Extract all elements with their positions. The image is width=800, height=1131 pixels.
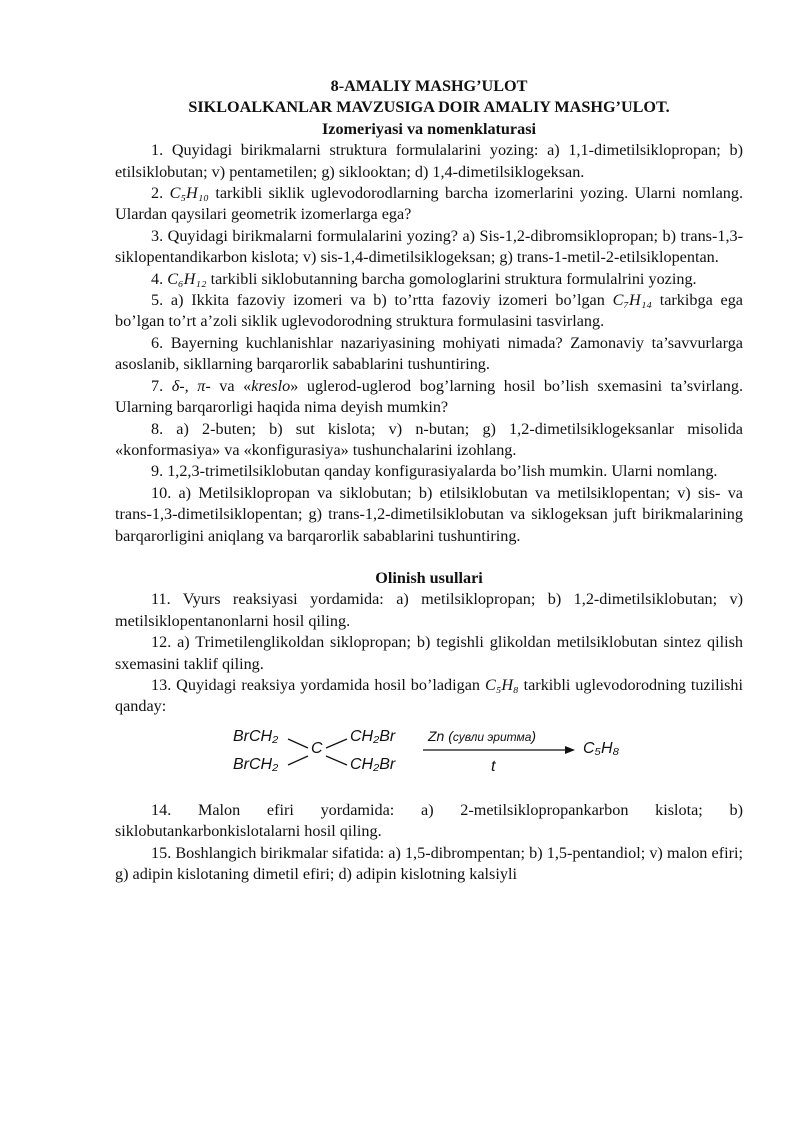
condition-label: t <box>491 757 496 775</box>
central-carbon: C <box>311 739 323 757</box>
task-5: 5. a) Ikkita fazoviy izomeri va b) to’rtta fazoviy izomeri bo’lgan C₇H₁₄ tarkibga ega bo’lgan to’rt a’zoli siklik uglevodorodning struktura formulasini tasvirlang. <box>115 291 743 331</box>
formula-c7h14: C₇H₁₄ <box>612 291 652 310</box>
document-page <box>115 76 743 885</box>
group-right-bottom: CH₂Br <box>350 755 396 773</box>
group-left-top: BrCH₂ <box>233 727 279 745</box>
task-13: 13. Quyidagi reaksiya yordamida hosil bo’ladigan C₅H₈ tarkibli uglevodorodning tuzilishi qanday: <box>115 675 743 716</box>
task-6: 6. Bayerning kuchlanishlar nazariyasining mohiyati nimada? Zamonaviy ta’savvurlarga asoslanib, sikllarning barqarorlik sabablarini tushuntiring. <box>115 333 743 374</box>
section-heading-synthesis: Olinish usullari <box>375 568 483 587</box>
product-formula: C₅H₈ <box>583 739 620 757</box>
task-10: 10. a) Metilsiklopropan va siklobutan; b) etilsiklobutan va metilsiklopentan; v) sis- va trans-1,3-dimetilsiklopentan; g) trans-1,2-dimetilsiklobutan va siklogeksan juft birikmalarining barqarorligini aniqlang va barqarorlik sabablarini tushuntiring. <box>115 483 743 545</box>
formula-c5h10: C₅H₁₀ <box>169 184 209 203</box>
task-14: 14. Malon efiri yordamida: a) 2-metilsiklopropankarbon kislota; b) siklobutankarbonkislotalarni hosil qiling. <box>115 800 743 841</box>
task-2: 2. C₅H₁₀ tarkibli siklik uglevodorodlarning barcha izomerlarini yozing. Ularni nomlang. Ulardan qaysilari geometrik izomerlarga ega? <box>115 184 744 224</box>
task-11: 11. Vyurs reaksiyasi yordamida: a) metilsiklopropan; b) 1,2-dimetilsiklobutan; v) metilsiklopentanonlarni hosil qiling. <box>115 590 743 630</box>
reaction-scheme <box>115 724 743 790</box>
task-9: 9. 1,2,3-trimetilsiklobutan qanday konfigurasiyalarda bo’lish mumkin. Ularni nomlang. <box>151 462 718 481</box>
title-line-2: SIKLOALKANLAR MAVZUSIGA DOIR AMALIY MASHG’ULOT. <box>188 98 670 117</box>
title-line-1: 8-AMALIY MASHG’ULOT <box>330 77 528 95</box>
formula-c6h12: C₆H₁₂ <box>167 269 207 288</box>
formula-c5h8: C₅H₈ <box>484 675 519 694</box>
task-12: 12. a) Trimetilenglikoldan siklopropan; b) tegishli glikoldan metilsiklobutan sintez qilish sxemasini taklif qiling. <box>115 633 743 673</box>
section-heading-isomerism: Izomeriyasi va nomenklaturasi <box>321 119 537 138</box>
task-7: 7. δ-, π- va «kreslo» uglerod-uglerod bog’larning hosil bo’lish sxemasini ta’svirlang. Ularning barqarorligi haqida nima deyish mumkin? <box>115 376 744 417</box>
group-left-bottom: BrCH₂ <box>233 755 279 773</box>
task-8: 8. a) 2-buten; b) sut kislota; v) n-butan; g) 1,2-dimetilsiklogeksanlar misolida «konformasiya» va «konfigurasiya» tushunchalarini izohlang. <box>115 419 743 459</box>
reagent-label: Zn (сувли эритма) <box>428 727 537 744</box>
group-right-top: CH₂Br <box>350 727 396 745</box>
task-15: 15. Boshlangich birikmalar sifatida: a) 1,5-dibrompentan; b) 1,5-pentandiol; v) malon efiri; g) adipin kislotaning dimetil efiri; d) adipin kislotning kalsiyli <box>115 843 743 883</box>
task-3: 3. Quyidagi birikmalarni formulalarini yozing? a) Sis-1,2-dibromsiklopropan; b) trans-1,3-siklopentandikarbon kislota; v) sis-1,4-dimetilsiklogeksan; g) trans-1-metil-2-etilsiklopentan. <box>115 226 743 267</box>
bond-symbols: δ-, π- <box>171 376 211 395</box>
task-1: 1. Quyidagi birikmalarni struktura formulalarini yozing: a) 1,1-dimetilsiklopropan; b) etilsiklobutan; v) pentametilen; g) siklooktan; d) 1,4-dimetilsiklogeksan. <box>115 141 743 181</box>
task-4: 4. C₆H₁₂ tarkibli siklobutanning barcha gomologlarini struktura formulalrini yozing. <box>151 269 697 288</box>
